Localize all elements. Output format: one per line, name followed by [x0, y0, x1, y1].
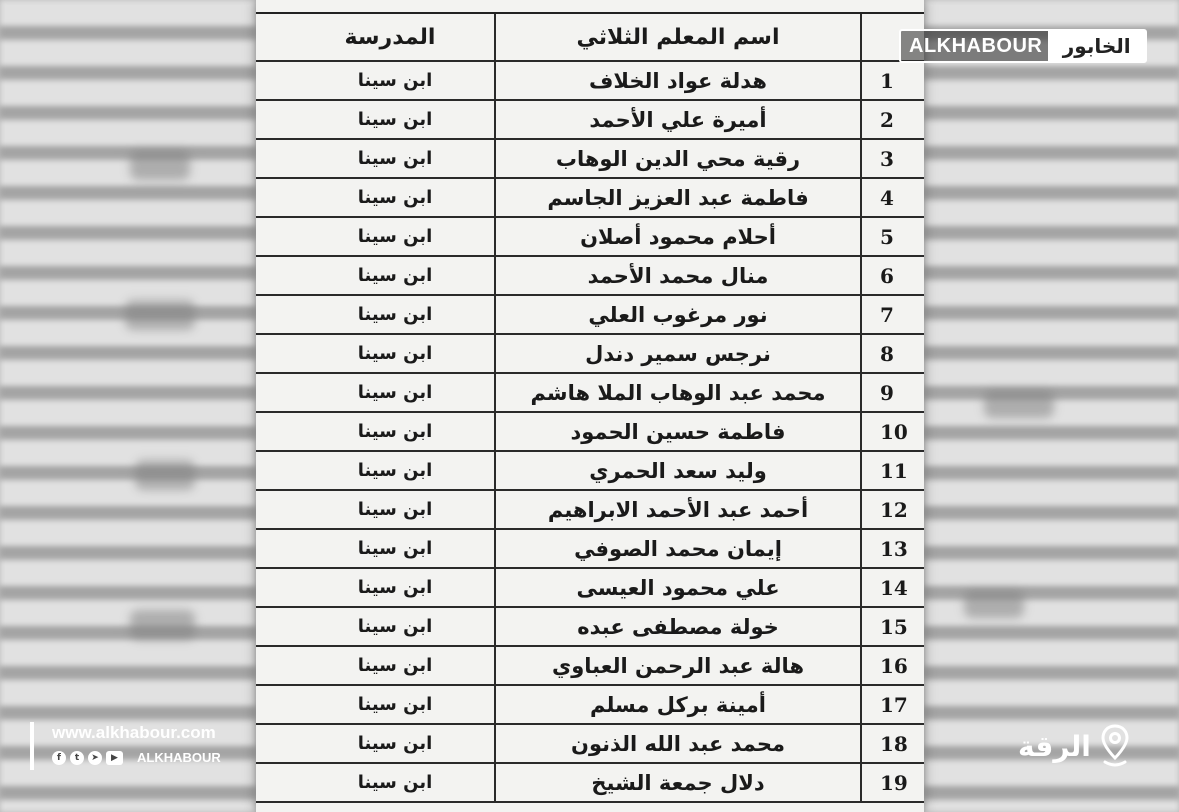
teacher-name-cell: رقية محي الدين الوهاب	[494, 140, 860, 177]
table-row	[256, 257, 924, 296]
website-link[interactable]: www.alkhabour.com	[52, 723, 216, 742]
school-cell: ابن سينا	[357, 148, 433, 169]
row-number: 7	[860, 296, 924, 333]
school-cell: ابن سينا	[357, 538, 433, 559]
teacher-name-cell: أحمد عبد الأحمد الابراهيم	[494, 491, 860, 528]
teacher-name-cell: إيمان محمد الصوفي	[494, 530, 860, 567]
row-number: 13	[860, 530, 924, 567]
row-number: 15	[860, 608, 924, 645]
facebook-icon[interactable]: f	[52, 751, 66, 765]
row-number: 12	[860, 491, 924, 528]
header-school: المدرسة	[344, 24, 436, 50]
twitter-icon[interactable]: t	[70, 751, 84, 765]
school-cell: ابن سينا	[357, 499, 433, 520]
youtube-icon[interactable]: ▶	[106, 751, 123, 765]
row-number: 14	[860, 569, 924, 606]
table-row	[256, 218, 924, 257]
teacher-name-cell: هدلة عواد الخلاف	[494, 62, 860, 99]
row-number: 8	[860, 335, 924, 372]
table-row	[256, 725, 924, 764]
social-links	[52, 750, 221, 765]
footer-brand	[30, 722, 221, 770]
teacher-name-cell: نرجس سمير دندل	[494, 335, 860, 372]
logo-text-en: ALKHABOUR	[909, 34, 1043, 57]
teacher-name-cell: علي محمود العيسى	[494, 569, 860, 606]
row-number: 5	[860, 218, 924, 255]
teacher-name-cell: فاطمة حسين الحمود	[494, 413, 860, 450]
school-cell: ابن سينا	[357, 577, 433, 598]
teacher-name-cell: محمد عبد الوهاب الملا هاشم	[494, 374, 860, 411]
teacher-table	[256, 12, 924, 803]
table-row	[256, 764, 924, 803]
table-row	[256, 101, 924, 140]
school-cell: ابن سينا	[357, 655, 433, 676]
blurred-background-left	[0, 0, 256, 812]
table-row	[256, 647, 924, 686]
alkhabour-logo	[899, 29, 1147, 63]
teacher-name-cell: خولة مصطفى عبده	[494, 608, 860, 645]
school-cell: ابن سينا	[357, 265, 433, 286]
row-number: 9	[860, 374, 924, 411]
table-row	[256, 530, 924, 569]
school-cell: ابن سينا	[357, 187, 433, 208]
document-sheet	[256, 0, 924, 812]
row-number: 6	[860, 257, 924, 294]
telegram-icon[interactable]: ➤	[88, 751, 102, 765]
teacher-name-cell: دلال جمعة الشيخ	[494, 764, 860, 801]
row-number: 10	[860, 413, 924, 450]
table-row	[256, 374, 924, 413]
school-cell: ابن سينا	[357, 382, 433, 403]
row-number: 17	[860, 686, 924, 723]
table-row	[256, 608, 924, 647]
table-row	[256, 491, 924, 530]
teacher-name-cell: وليد سعد الحمري	[494, 452, 860, 489]
teacher-name-cell: محمد عبد الله الذنون	[494, 725, 860, 762]
row-number: 3	[860, 140, 924, 177]
table-row	[256, 179, 924, 218]
row-number: 18	[860, 725, 924, 762]
social-handle: ALKHABOUR	[137, 750, 221, 765]
table-row	[256, 569, 924, 608]
school-cell: ابن سينا	[357, 733, 433, 754]
row-number: 1	[860, 62, 924, 99]
table-row	[256, 413, 924, 452]
blurred-background-right	[924, 0, 1179, 812]
school-cell: ابن سينا	[357, 109, 433, 130]
school-cell: ابن سينا	[357, 616, 433, 637]
location-label: الرقة	[1018, 729, 1091, 763]
teacher-name-cell: أمينة بركل مسلم	[494, 686, 860, 723]
row-number: 4	[860, 179, 924, 216]
teacher-name-cell: أميرة علي الأحمد	[494, 101, 860, 138]
logo-text-ar: الخابور	[1048, 31, 1145, 61]
teacher-name-cell: منال محمد الأحمد	[494, 257, 860, 294]
row-number: 2	[860, 101, 924, 138]
header-teacher-name: اسم المعلم الثلاثي	[494, 14, 860, 60]
teacher-name-cell: فاطمة عبد العزيز الجاسم	[494, 179, 860, 216]
row-number: 16	[860, 647, 924, 684]
school-cell: ابن سينا	[357, 460, 433, 481]
school-cell: ابن سينا	[357, 343, 433, 364]
table-header-row	[256, 14, 924, 62]
row-number: 11	[860, 452, 924, 489]
location-tag	[1018, 722, 1129, 770]
table-row	[256, 140, 924, 179]
school-cell: ابن سينا	[357, 70, 433, 91]
school-cell: ابن سينا	[357, 694, 433, 715]
table-row	[256, 335, 924, 374]
school-cell: ابن سينا	[357, 304, 433, 325]
table-row	[256, 296, 924, 335]
row-number: 19	[860, 764, 924, 801]
table-row	[256, 686, 924, 725]
school-cell: ابن سينا	[357, 421, 433, 442]
teacher-name-cell: هالة عبد الرحمن العباوي	[494, 647, 860, 684]
teacher-name-cell: أحلام محمود أصلان	[494, 218, 860, 255]
school-cell: ابن سينا	[357, 772, 433, 793]
table-row	[256, 62, 924, 101]
location-pin-icon	[1101, 724, 1129, 768]
table-row	[256, 452, 924, 491]
teacher-name-cell: نور مرغوب العلي	[494, 296, 860, 333]
school-cell: ابن سينا	[357, 226, 433, 247]
